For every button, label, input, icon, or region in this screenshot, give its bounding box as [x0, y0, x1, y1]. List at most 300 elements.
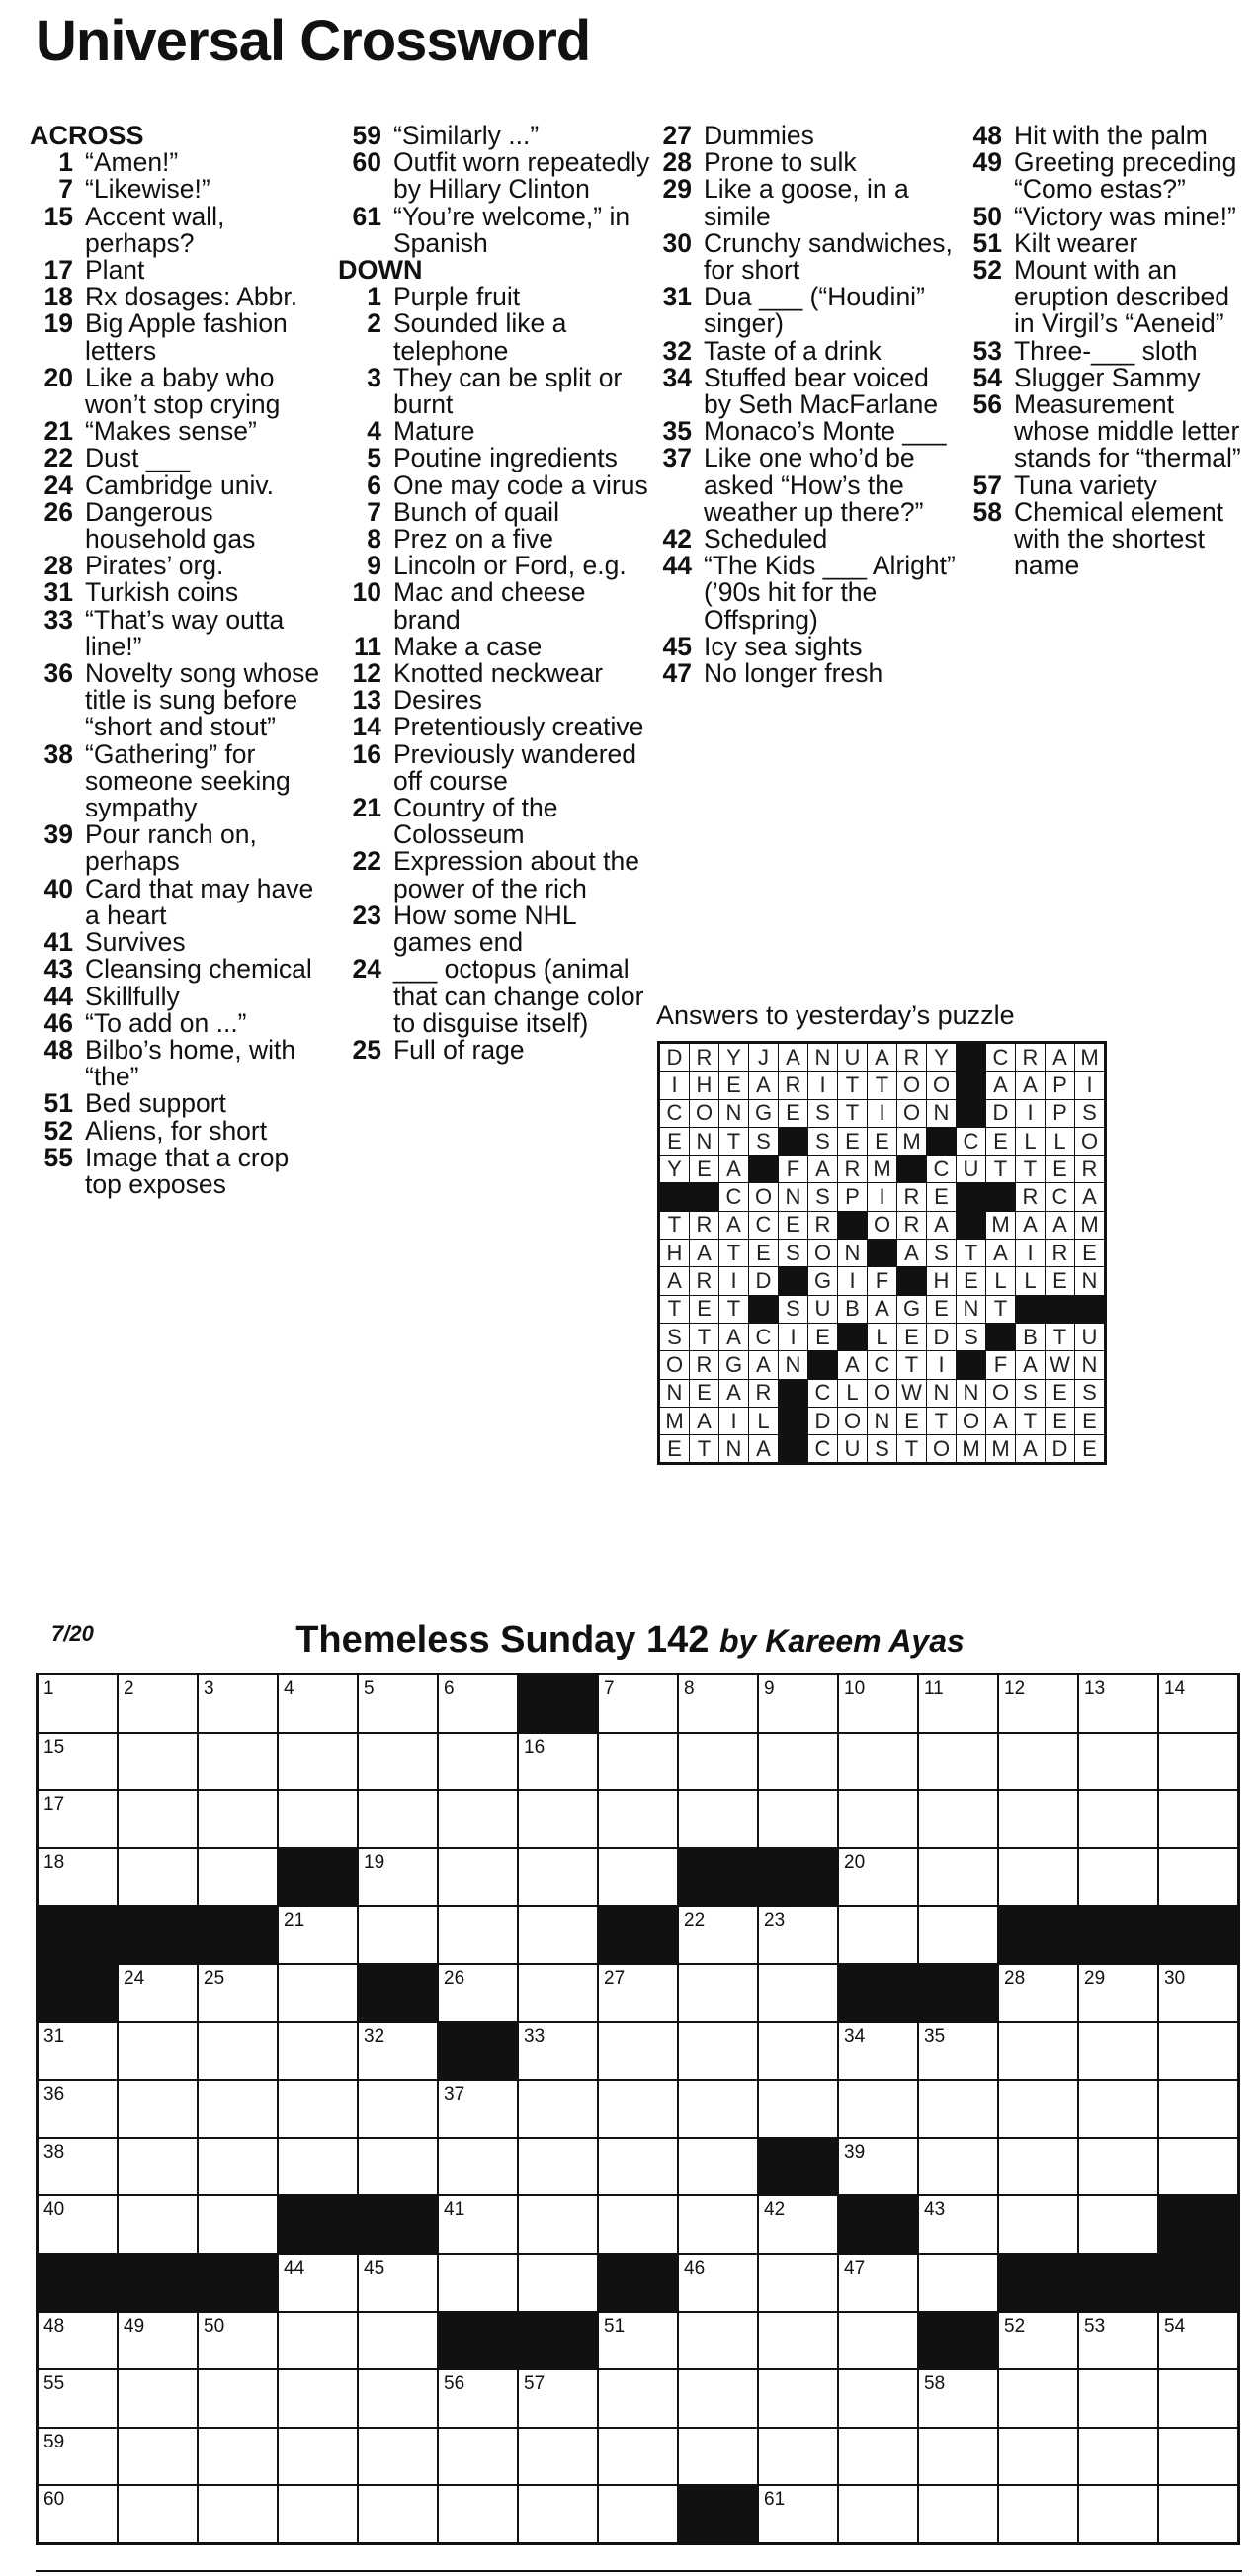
grid-cell[interactable]	[518, 1733, 598, 1791]
clue-number: 1	[367, 282, 381, 312]
grid-cell[interactable]	[38, 1733, 119, 1791]
grid-cell[interactable]	[118, 2138, 198, 2196]
cell-number: 37	[444, 2084, 465, 2105]
grid-cell[interactable]	[438, 2485, 518, 2543]
black-square	[1075, 1295, 1106, 1323]
grid-cell[interactable]	[678, 2080, 758, 2138]
grid-cell[interactable]	[838, 2022, 918, 2081]
grid-cell[interactable]	[518, 2022, 598, 2081]
clue-text: Greeting preceding “Como estas?”	[1014, 147, 1237, 205]
grid-cell[interactable]	[998, 2312, 1078, 2370]
grid-cell[interactable]	[998, 2195, 1078, 2254]
black-square	[518, 2312, 598, 2370]
grid-cell[interactable]	[1158, 2485, 1239, 2543]
answer-cell: D	[1046, 1435, 1075, 1464]
grid-cell[interactable]	[438, 1848, 518, 1907]
grid-cell[interactable]	[278, 1964, 358, 2022]
grid-cell[interactable]	[1158, 1790, 1239, 1848]
grid-cell[interactable]	[1078, 1790, 1158, 1848]
grid-cell[interactable]	[678, 1964, 758, 2022]
grid-cell[interactable]	[838, 1733, 918, 1791]
grid-cell[interactable]	[598, 2138, 678, 2196]
answer-cell: E	[1046, 1267, 1075, 1295]
grid-cell[interactable]	[198, 2195, 278, 2254]
clue-number: 7	[367, 496, 381, 527]
grid-cell[interactable]	[998, 1790, 1078, 1848]
grid-cell[interactable]	[758, 1964, 838, 2022]
answer-cell: B	[1016, 1323, 1046, 1350]
grid-cell[interactable]	[678, 1674, 758, 1733]
cell-number: 12	[1004, 1678, 1026, 1699]
grid-cell[interactable]	[358, 2138, 438, 2196]
grid-cell[interactable]	[918, 2254, 998, 2312]
grid-cell[interactable]	[998, 2138, 1078, 2196]
grid-cell[interactable]	[118, 1964, 198, 2022]
clue-number: 18	[43, 282, 73, 312]
answer-cell: I	[927, 1351, 957, 1379]
grid-cell[interactable]	[358, 2022, 438, 2081]
answer-cell: H	[690, 1072, 719, 1099]
grid-cell[interactable]	[918, 2080, 998, 2138]
grid-cell[interactable]	[278, 1906, 358, 1964]
clue-number: 50	[972, 201, 1002, 231]
grid-cell[interactable]	[678, 2369, 758, 2428]
black-square	[678, 2485, 758, 2543]
clue-text: Taste of a drink	[704, 335, 882, 366]
grid-cell[interactable]	[758, 2428, 838, 2486]
grid-cell[interactable]	[278, 1790, 358, 1848]
grid-cell[interactable]	[198, 2485, 278, 2543]
answer-cell: A	[1016, 1351, 1046, 1379]
grid-cell[interactable]	[358, 2428, 438, 2486]
answer-cell: R	[690, 1267, 719, 1295]
answer-cell: C	[749, 1211, 779, 1239]
answer-cell: S	[779, 1295, 808, 1323]
grid-cell[interactable]	[758, 2195, 838, 2254]
answer-cell: L	[1016, 1267, 1046, 1295]
clue-number: 38	[43, 738, 73, 769]
grid-cell[interactable]	[758, 2485, 838, 2543]
cell-number: 30	[1164, 1967, 1186, 1989]
grid-cell[interactable]	[838, 1674, 918, 1733]
answer-cell: T	[957, 1240, 986, 1267]
grid-cell[interactable]	[198, 2080, 278, 2138]
black-square	[758, 2138, 838, 2196]
grid-cell[interactable]	[198, 1674, 278, 1733]
clue-item	[338, 956, 654, 1037]
black-square	[118, 1906, 198, 1964]
answer-cell: R	[1046, 1240, 1075, 1267]
grid-cell[interactable]	[758, 1733, 838, 1791]
answer-cell: S	[808, 1099, 838, 1127]
grid-cell[interactable]	[278, 2312, 358, 2370]
answer-cell: N	[719, 1435, 749, 1464]
grid-cell[interactable]	[198, 2022, 278, 2081]
answer-cell: S	[749, 1127, 779, 1155]
grid-cell[interactable]	[358, 2485, 438, 2543]
grid-cell[interactable]	[758, 2254, 838, 2312]
grid-cell[interactable]	[438, 2369, 518, 2428]
grid-cell[interactable]	[1158, 1848, 1239, 1907]
answer-cell: T	[1016, 1407, 1046, 1434]
answer-cell: R	[897, 1043, 927, 1072]
grid-cell[interactable]	[1158, 1733, 1239, 1791]
grid-cell[interactable]	[838, 1790, 918, 1848]
grid-cell[interactable]	[1158, 2428, 1239, 2486]
clue-item	[648, 176, 963, 229]
grid-cell[interactable]	[518, 2428, 598, 2486]
grid-cell[interactable]	[438, 1674, 518, 1733]
grid-cell[interactable]	[838, 1848, 918, 1907]
answer-cell: A	[749, 1351, 779, 1379]
cell-number: 48	[43, 2315, 65, 2337]
grid-cell[interactable]	[118, 2195, 198, 2254]
grid-cell[interactable]	[918, 2022, 998, 2081]
grid-cell[interactable]	[38, 2485, 119, 2543]
grid-cell[interactable]	[118, 1733, 198, 1791]
answer-cell: I	[808, 1072, 838, 1099]
clue-text: Scheduled	[704, 524, 828, 555]
answer-cell: E	[1046, 1156, 1075, 1183]
grid-cell[interactable]	[758, 1906, 838, 1964]
cell-number: 49	[124, 2315, 145, 2337]
grid-cell[interactable]	[358, 2369, 438, 2428]
cell-number: 11	[924, 1678, 944, 1699]
grid-cell[interactable]	[518, 2080, 598, 2138]
grid-cell[interactable]	[518, 1790, 598, 1848]
clue-item	[648, 660, 963, 687]
grid-cell[interactable]	[118, 2312, 198, 2370]
answer-cell: T	[897, 1351, 927, 1379]
clue-number: 51	[43, 1088, 73, 1119]
grid-cell[interactable]	[358, 2080, 438, 2138]
grid-cell[interactable]	[998, 2485, 1078, 2543]
grid-cell[interactable]	[1078, 2022, 1158, 2081]
grid-cell[interactable]	[438, 1790, 518, 1848]
clue-number: 36	[43, 658, 73, 689]
grid-cell[interactable]	[38, 2195, 119, 2254]
black-square	[358, 2195, 438, 2254]
grid-cell[interactable]	[1078, 2369, 1158, 2428]
answer-cell: A	[986, 1407, 1016, 1434]
grid-row	[38, 2080, 1239, 2138]
grid-cell[interactable]	[918, 1848, 998, 1907]
grid-cell[interactable]	[278, 1733, 358, 1791]
grid-cell[interactable]	[278, 2485, 358, 2543]
grid-cell[interactable]	[1078, 2312, 1158, 2370]
black-square	[998, 1906, 1078, 1964]
grid-cell[interactable]	[598, 2195, 678, 2254]
grid-cell[interactable]	[518, 1964, 598, 2022]
grid-cell[interactable]	[118, 1848, 198, 1907]
grid-cell[interactable]	[38, 1790, 119, 1848]
grid-cell[interactable]	[518, 1848, 598, 1907]
grid-cell[interactable]	[118, 2369, 198, 2428]
clue-number: 2	[367, 308, 381, 339]
grid-cell[interactable]	[838, 2138, 918, 2196]
grid-cell[interactable]	[438, 2138, 518, 2196]
grid-cell[interactable]	[38, 1848, 119, 1907]
grid-cell[interactable]	[118, 1790, 198, 1848]
grid-cell[interactable]	[278, 1674, 358, 1733]
black-square	[838, 1964, 918, 2022]
clue-text: Plant	[85, 255, 145, 286]
clue-text: Skillfully	[85, 981, 180, 1011]
answer-cell: H	[927, 1267, 957, 1295]
grid-cell[interactable]	[38, 2428, 119, 2486]
answer-cell: O	[927, 1072, 957, 1099]
grid-cell[interactable]	[598, 2312, 678, 2370]
cell-number: 2	[124, 1678, 134, 1699]
clue-item	[338, 1034, 654, 1065]
grid-cell[interactable]	[918, 2195, 998, 2254]
answer-cell: N	[808, 1043, 838, 1072]
grid-cell[interactable]	[598, 2369, 678, 2428]
grid-cell[interactable]	[838, 2369, 918, 2428]
grid-cell[interactable]	[38, 2022, 119, 2081]
answer-cell: P	[1046, 1099, 1075, 1127]
answers-row	[659, 1240, 1106, 1267]
grid-cell[interactable]	[38, 2369, 119, 2428]
grid-cell[interactable]	[198, 1790, 278, 1848]
clue-item	[30, 956, 331, 983]
answer-cell: A	[749, 1072, 779, 1099]
grid-cell[interactable]	[598, 2485, 678, 2543]
clue-item	[338, 472, 654, 499]
grid-cell[interactable]	[38, 2312, 119, 2370]
clue-number: 43	[43, 954, 73, 985]
black-square	[690, 1183, 719, 1211]
clue-text: Tuna variety	[1014, 470, 1157, 500]
clue-item	[338, 445, 654, 472]
grid-cell[interactable]	[278, 2080, 358, 2138]
grid-cell[interactable]	[598, 2022, 678, 2081]
grid-cell[interactable]	[358, 1674, 438, 1733]
grid-cell[interactable]	[198, 1964, 278, 2022]
grid-cell[interactable]	[198, 2369, 278, 2428]
grid-cell[interactable]	[198, 2428, 278, 2486]
grid-cell[interactable]	[518, 2254, 598, 2312]
grid-cell[interactable]	[598, 1674, 678, 1733]
clue-text: Bunch of quail	[393, 496, 559, 527]
grid-cell[interactable]	[1158, 2138, 1239, 2196]
grid-cell[interactable]	[278, 2369, 358, 2428]
answers-label: Answers to yesterday’s puzzle	[656, 1000, 1015, 1030]
grid-cell[interactable]	[838, 1906, 918, 1964]
grid-cell[interactable]	[38, 2138, 119, 2196]
clue-text: Lincoln or Ford, e.g.	[393, 551, 627, 581]
grid-cell[interactable]	[278, 2254, 358, 2312]
grid-cell[interactable]	[438, 1733, 518, 1791]
grid-cell[interactable]	[678, 2312, 758, 2370]
grid-cell[interactable]	[918, 1906, 998, 1964]
cell-number: 4	[284, 1678, 294, 1699]
grid-cell[interactable]	[678, 2254, 758, 2312]
grid-cell[interactable]	[438, 2080, 518, 2138]
grid-cell[interactable]	[1158, 2080, 1239, 2138]
answer-cell: R	[690, 1043, 719, 1072]
grid-cell[interactable]	[518, 2485, 598, 2543]
grid-cell[interactable]	[1078, 2428, 1158, 2486]
grid-cell[interactable]	[838, 2254, 918, 2312]
grid-cell[interactable]	[838, 2428, 918, 2486]
grid-cell[interactable]	[918, 2369, 998, 2428]
grid-cell[interactable]	[838, 2080, 918, 2138]
grid-cell[interactable]	[358, 1906, 438, 1964]
clue-text: Measurement whose middle letter stands for “thermal”	[1014, 389, 1241, 473]
grid-cell[interactable]	[1158, 2022, 1239, 2081]
cell-number: 54	[1164, 2315, 1186, 2337]
grid-cell[interactable]	[278, 2428, 358, 2486]
grid-cell[interactable]	[518, 2138, 598, 2196]
grid-cell[interactable]	[198, 2138, 278, 2196]
clue-text: Pour ranch on, perhaps	[85, 819, 257, 877]
grid-cell[interactable]	[358, 1848, 438, 1907]
grid-cell[interactable]	[1078, 1674, 1158, 1733]
grid-cell[interactable]	[598, 1733, 678, 1791]
grid-cell[interactable]	[118, 2428, 198, 2486]
grid-cell[interactable]	[1158, 1674, 1239, 1733]
clue-number: 28	[43, 551, 73, 581]
grid-cell[interactable]	[1078, 1848, 1158, 1907]
answer-cell: A	[868, 1043, 897, 1072]
grid-cell[interactable]	[758, 1674, 838, 1733]
grid-cell[interactable]	[758, 2369, 838, 2428]
answer-cell: M	[868, 1156, 897, 1183]
grid-cell[interactable]	[1078, 2138, 1158, 2196]
grid-cell[interactable]	[998, 2369, 1078, 2428]
answer-cell: A	[659, 1267, 690, 1295]
grid-cell[interactable]	[118, 2485, 198, 2543]
grid-cell[interactable]	[678, 1906, 758, 1964]
puzzle-byline: by Kareem Ayas	[718, 1623, 965, 1659]
clue-number: 56	[972, 389, 1002, 420]
grid-cell[interactable]	[118, 1674, 198, 1733]
answer-cell: M	[659, 1407, 690, 1434]
grid-cell[interactable]	[278, 2022, 358, 2081]
grid-cell[interactable]	[118, 2080, 198, 2138]
grid-cell[interactable]	[518, 1906, 598, 1964]
grid-cell[interactable]	[38, 1674, 119, 1733]
grid-cell[interactable]	[598, 2080, 678, 2138]
grid-cell[interactable]	[1158, 2312, 1239, 2370]
grid-cell[interactable]	[1078, 2080, 1158, 2138]
grid-cell[interactable]	[678, 2428, 758, 2486]
clue-number: 57	[972, 470, 1002, 500]
answer-cell: N	[957, 1295, 986, 1323]
grid-cell[interactable]	[678, 1733, 758, 1791]
grid-cell[interactable]	[598, 2428, 678, 2486]
grid-cell[interactable]	[38, 2080, 119, 2138]
grid-cell[interactable]	[438, 2195, 518, 2254]
grid-cell[interactable]	[198, 2312, 278, 2370]
answer-cell: T	[719, 1240, 749, 1267]
grid-cell[interactable]	[518, 2195, 598, 2254]
grid-cell[interactable]	[278, 2138, 358, 2196]
answer-cell: C	[1046, 1183, 1075, 1211]
cell-number: 40	[43, 2199, 65, 2221]
clue-item	[959, 496, 1245, 581]
clue-item	[338, 123, 654, 149]
black-square	[868, 1240, 897, 1267]
grid-cell[interactable]	[758, 2080, 838, 2138]
grid-cell[interactable]	[678, 2022, 758, 2081]
answer-cell: E	[1075, 1435, 1106, 1464]
grid-cell[interactable]	[678, 1790, 758, 1848]
grid-cell[interactable]	[598, 1790, 678, 1848]
cell-number: 53	[1084, 2315, 1106, 2337]
grid-cell[interactable]	[998, 2080, 1078, 2138]
answer-cell: M	[1075, 1211, 1106, 1239]
grid-cell[interactable]	[918, 2138, 998, 2196]
grid-cell[interactable]	[918, 2428, 998, 2486]
grid-cell[interactable]	[758, 2312, 838, 2370]
grid-cell[interactable]	[598, 1964, 678, 2022]
grid-cell[interactable]	[998, 1964, 1078, 2022]
grid-cell[interactable]	[838, 2312, 918, 2370]
grid-cell[interactable]	[918, 2485, 998, 2543]
grid-cell[interactable]	[1078, 2195, 1158, 2254]
grid-cell[interactable]	[678, 2138, 758, 2196]
grid-cell[interactable]	[1078, 1964, 1158, 2022]
grid-cell[interactable]	[358, 2254, 438, 2312]
grid-cell[interactable]	[998, 1733, 1078, 1791]
grid-cell[interactable]	[438, 2428, 518, 2486]
grid-cell[interactable]	[358, 1733, 438, 1791]
grid-cell[interactable]	[438, 1906, 518, 1964]
grid-cell[interactable]	[918, 1790, 998, 1848]
grid-cell[interactable]	[998, 1848, 1078, 1907]
clue-number: 22	[43, 443, 73, 473]
grid-cell[interactable]	[758, 2022, 838, 2081]
grid-cell[interactable]	[358, 2312, 438, 2370]
grid-cell[interactable]	[918, 1674, 998, 1733]
black-square	[957, 1099, 986, 1127]
grid-cell[interactable]	[918, 1733, 998, 1791]
answer-cell: D	[927, 1323, 957, 1350]
clue-number: 21	[352, 793, 381, 823]
grid-cell[interactable]	[198, 1733, 278, 1791]
grid-cell[interactable]	[438, 1964, 518, 2022]
grid-cell[interactable]	[998, 2428, 1078, 2486]
grid-cell[interactable]	[358, 1790, 438, 1848]
cell-number: 51	[604, 2315, 626, 2337]
answer-cell: E	[690, 1295, 719, 1323]
clue-item	[959, 149, 1245, 203]
grid-cell[interactable]	[118, 2022, 198, 2081]
clue-text: Cambridge univ.	[85, 470, 274, 500]
clue-number: 14	[352, 712, 381, 742]
answer-cell: R	[690, 1211, 719, 1239]
grid-cell[interactable]	[758, 1790, 838, 1848]
grid-cell[interactable]	[518, 2369, 598, 2428]
clue-column-1	[30, 123, 331, 1198]
clue-number: 45	[662, 631, 692, 661]
grid-cell[interactable]	[198, 1848, 278, 1907]
grid-cell[interactable]	[838, 2485, 918, 2543]
grid-cell[interactable]	[998, 1674, 1078, 1733]
grid-cell[interactable]	[1158, 1964, 1239, 2022]
grid-cell[interactable]	[678, 2195, 758, 2254]
grid-cell[interactable]	[1078, 1733, 1158, 1791]
grid-cell[interactable]	[1078, 2485, 1158, 2543]
grid-cell[interactable]	[598, 1848, 678, 1907]
clue-text: Outfit worn repeatedly by Hillary Clinton	[393, 147, 650, 205]
grid-cell[interactable]	[1158, 2369, 1239, 2428]
grid-cell[interactable]	[998, 2022, 1078, 2081]
clue-text: Dua ___ (“Houdini” singer)	[704, 282, 925, 339]
grid-cell[interactable]	[438, 2254, 518, 2312]
